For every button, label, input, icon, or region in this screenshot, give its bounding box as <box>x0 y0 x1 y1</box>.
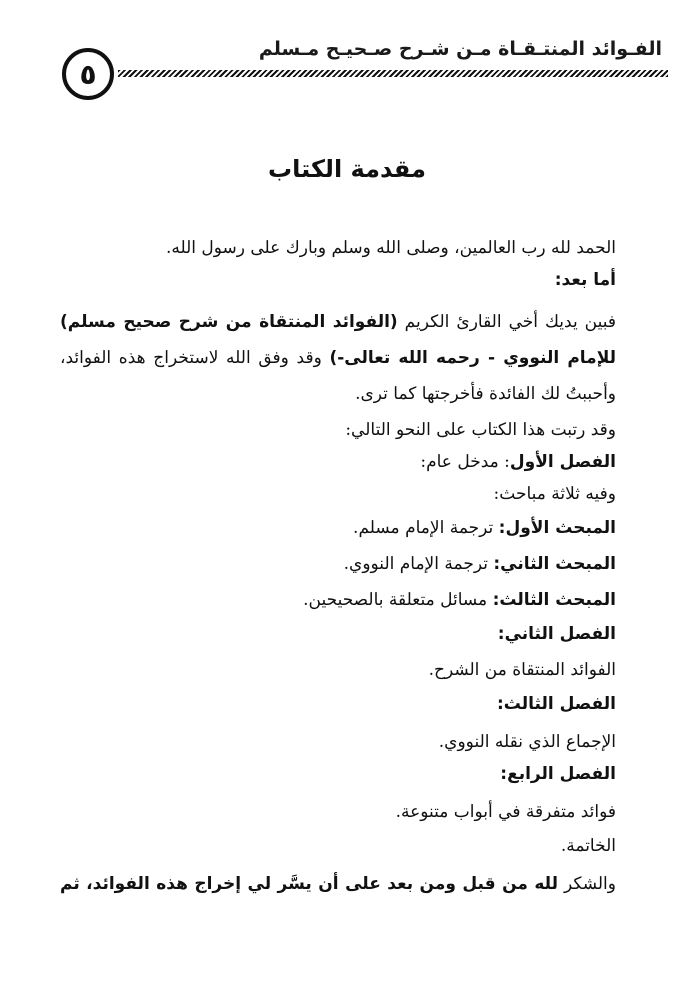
text-line <box>60 876 616 893</box>
text-line: الفصل الثاني: <box>497 624 616 644</box>
text-line: فوائد متفرقة في أبواب متنوعة. <box>395 802 616 822</box>
header-rule <box>118 70 668 77</box>
text-span: مسائل متعلقة بالصحيحين. <box>303 590 493 610</box>
text-line: الحمد لله رب العالمين، وصلى الله وسلم وبارك على رسول الله. <box>165 238 616 258</box>
text-span: والشكر <box>558 874 616 894</box>
section-label: الفصل الأول <box>509 452 616 472</box>
text-line: وفيه ثلاثة مباحث: <box>493 484 616 504</box>
page-header <box>62 30 668 100</box>
text-line <box>344 556 616 573</box>
book-title: (الفوائد المنتقاة من شرح صحيح مسلم) <box>60 312 398 332</box>
text-line <box>420 454 616 471</box>
text-line: الفصل الرابع: <box>500 764 616 784</box>
text-span: فبين يديك أخي القارئ الكريم <box>397 312 616 332</box>
text-span: وقد وفق الله لاستخراج هذه الفوائد، <box>60 348 330 368</box>
author-name: للإمام النووي - رحمه الله تعالى-) <box>329 348 616 368</box>
text-line <box>353 520 616 537</box>
running-title: الفـوائد المنتـقـاة مـن شـرح صـحيـح مـسلم <box>258 38 662 60</box>
text-span: لله من قبل ومن بعد على أن يسَّر لي إخراج هذه الفوائد، ثم <box>60 874 558 894</box>
chapter-title: مقدمة الكتاب <box>268 155 426 183</box>
text-span: ترجمة الإمام النووي. <box>343 554 494 574</box>
text-line: الفوائد المنتقاة من الشرح. <box>428 660 616 680</box>
text-line: الفصل الثالث: <box>497 694 616 714</box>
text-span: ترجمة الإمام مسلم. <box>353 518 499 538</box>
page-number: ٥ <box>62 48 114 100</box>
text-line: أما بعد: <box>554 270 616 290</box>
text-line: وأحببتُ لك الفائدة فأخرجتها كما ترى. <box>355 384 616 404</box>
text-line <box>60 314 616 331</box>
text-line: الإجماع الذي نقله النووي. <box>438 732 616 752</box>
text-span: : مدخل عام: <box>420 452 510 472</box>
text-line <box>303 592 616 609</box>
section-label: المبحث الأول: <box>498 518 616 538</box>
text-line: وقد رتبت هذا الكتاب على النحو التالي: <box>345 420 616 440</box>
text-line: الخاتمة. <box>560 836 616 856</box>
text-line <box>60 350 616 367</box>
section-label: المبحث الثاني: <box>493 554 616 574</box>
section-label: المبحث الثالث: <box>492 590 616 610</box>
